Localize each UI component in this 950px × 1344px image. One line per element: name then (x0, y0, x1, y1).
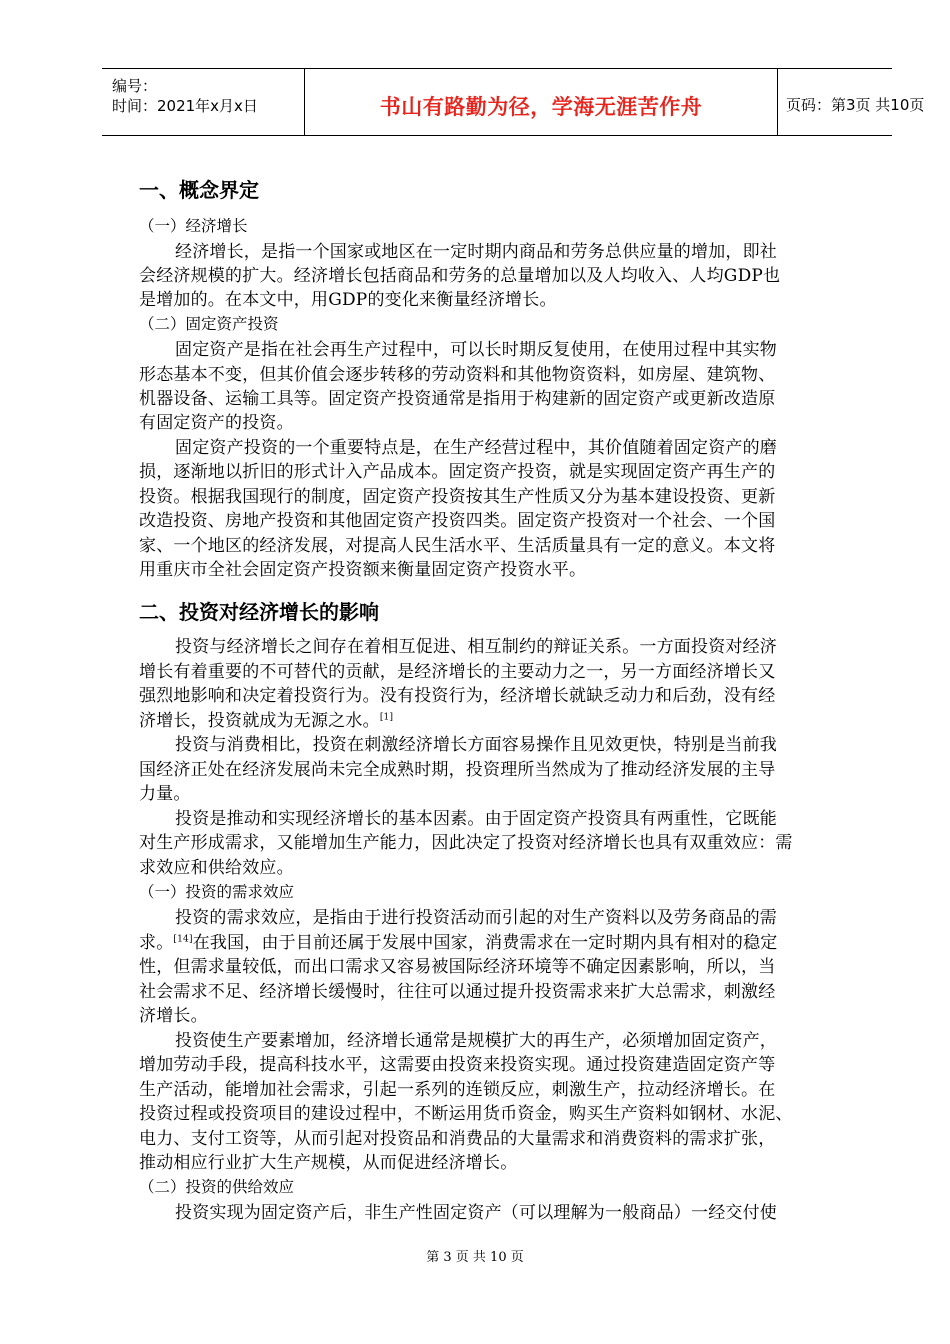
paragraph-line: 会经济规模的扩大。经济增长包括商品和劳务的总量增加以及人均收入、人均GDP也 (139, 266, 781, 286)
paragraph-text: 济增长，投资就成为无源之水。 (139, 711, 380, 731)
paragraph-line (139, 928, 778, 953)
paragraph-line: 济增长。 (139, 1006, 208, 1026)
paragraph-line: 国经济正处在经济发展尚未完全成熟时期，投资理所当然成为了推动经济发展的主导 (139, 760, 776, 780)
page-footer: 第 3 页 共 10 页 (426, 1250, 524, 1265)
paragraph-line: 强烈地影响和决定着投资行为。没有投资行为，经济增长就缺乏动力和后劲，没有经 (139, 686, 776, 706)
paragraph-line: 是增加的。在本文中，用GDP的变化来衡量经济增长。 (139, 290, 557, 310)
page-number-label: 页码：第3页 共10页 (786, 96, 925, 114)
header-slogan-cell (304, 69, 778, 135)
paragraph-line: 增长有着重要的不可替代的贡献，是经济增长的主要动力之一，另一方面经济增长又 (139, 662, 776, 682)
header-right-cell (778, 69, 925, 135)
paragraph-line: 增加劳动手段，提高科技水平，这需要由投资来投资实现。通过投资建造固定资产等 (139, 1055, 776, 1075)
paragraph-line: 求效应和供给效应。 (139, 858, 294, 878)
paragraph-line: 投资是推动和实现经济增长的基本因素。由于固定资产投资具有两重性，它既能 (175, 809, 777, 829)
slogan: 书山有路勤为径，学海无涯苦作舟 (379, 95, 703, 119)
paragraph-text: 求。 (139, 933, 174, 953)
subsection-1-1-title: （一）经济增长 (139, 217, 248, 235)
paragraph-line: 投资与消费相比，投资在刺激经济增长方面容易操作且见效更快，特别是当前我 (175, 735, 777, 755)
paragraph-line: 用重庆市全社会固定资产投资额来衡量固定资产投资水平。 (139, 560, 587, 580)
paragraph-line: 改造投资、房地产投资和其他固定资产投资四类。固定资产投资对一个社会、一个国 (139, 511, 776, 531)
paragraph-line: 社会需求不足、经济增长缓慢时，往往可以通过提升投资需求来扩大总需求，刺激经 (139, 982, 776, 1002)
subsection-2-2-title: （二）投资的供给效应 (139, 1178, 295, 1196)
paragraph-line: 投资与经济增长之间存在着相互促进、相互制约的辩证关系。一方面投资对经济 (175, 637, 777, 657)
paragraph-line: 有固定资产的投资。 (139, 413, 294, 433)
subsection-1-2-title: （二）固定资产投资 (139, 315, 279, 333)
paragraph-line (139, 706, 393, 731)
section-2-title: 二、投资对经济增长的影响 (139, 600, 379, 624)
paragraph-line: 家、一个地区的经济发展，对提高人民生活水平、生活质量具有一定的意义。本文将 (139, 536, 776, 556)
paragraph-line: 投资。根据我国现行的制度，固定资产投资按其生产性质又分为基本建设投资、更新 (139, 487, 776, 507)
paragraph-line: 力量。 (139, 784, 191, 804)
date-label: 时间：2021年x月x日 (112, 97, 258, 115)
paragraph-line: 性，但需求量较低，而出口需求又容易被国际经济环境等不确定因素影响，所以，当 (139, 957, 776, 977)
paragraph-line: 生产活动，能增加社会需求，引起一系列的连锁反应，刺激生产，拉动经济增长。在 (139, 1080, 776, 1100)
paragraph-line: 固定资产是指在社会再生产过程中，可以长时期反复使用，在使用过程中其实物 (175, 340, 777, 360)
paragraph-text: 在我国，由于目前还属于发展中国家，消费需求在一定时期内具有相对的稳定 (192, 933, 778, 953)
citation-ref: [1] (379, 712, 394, 723)
paragraph-line: 投资实现为固定资产后，非生产性固定资产（可以理解为一般商品）一经交付使 (175, 1203, 777, 1223)
paragraph-line: 投资过程或投资项目的建设过程中，不断运用货币资金，购买生产资料如钢材、水泥、 (139, 1104, 793, 1124)
section-1-title: 一、概念界定 (139, 178, 259, 202)
paragraph-line: 推动相应行业扩大生产规模，从而促进经济增长。 (139, 1153, 518, 1173)
paragraph-line: 损，逐渐地以折旧的形式计入产品成本。固定资产投资，就是实现固定资产再生产的 (139, 462, 776, 482)
paragraph-line: 对生产形成需求，又能增加生产能力，因此决定了投资对经济增长也具有双重效应：需 (139, 833, 793, 853)
page-header (102, 68, 925, 136)
paragraph-line: 固定资产投资的一个重要特点是，在生产经营过程中，其价值随着固定资产的磨 (175, 438, 777, 458)
serial-label: 编号： (112, 77, 158, 95)
paragraph-line: 机器设备、运输工具等。固定资产投资通常是指用于构建新的固定资产或更新改造原 (139, 389, 776, 409)
paragraph-line: 投资的需求效应，是指由于进行投资活动而引起的对生产资料以及劳务商品的需 (175, 908, 777, 928)
citation-ref: [14] (173, 934, 193, 945)
paragraph-line: 形态基本不变，但其价值会逐步转移的劳动资料和其他物资资料，如房屋、建筑物、 (139, 365, 776, 385)
subsection-2-1-title: （一）投资的需求效应 (139, 883, 295, 901)
paragraph-line: 投资使生产要素增加，经济增长通常是规模扩大的再生产，必须增加固定资产， (175, 1031, 777, 1051)
paragraph-line: 经济增长，是指一个国家或地区在一定时期内商品和劳务总供应量的增加，即社 (175, 242, 777, 262)
header-left-cell (102, 69, 304, 135)
paragraph-line: 电力、支付工资等，从而引起对投资品和消费品的大量需求和消费资料的需求扩张， (139, 1129, 776, 1149)
